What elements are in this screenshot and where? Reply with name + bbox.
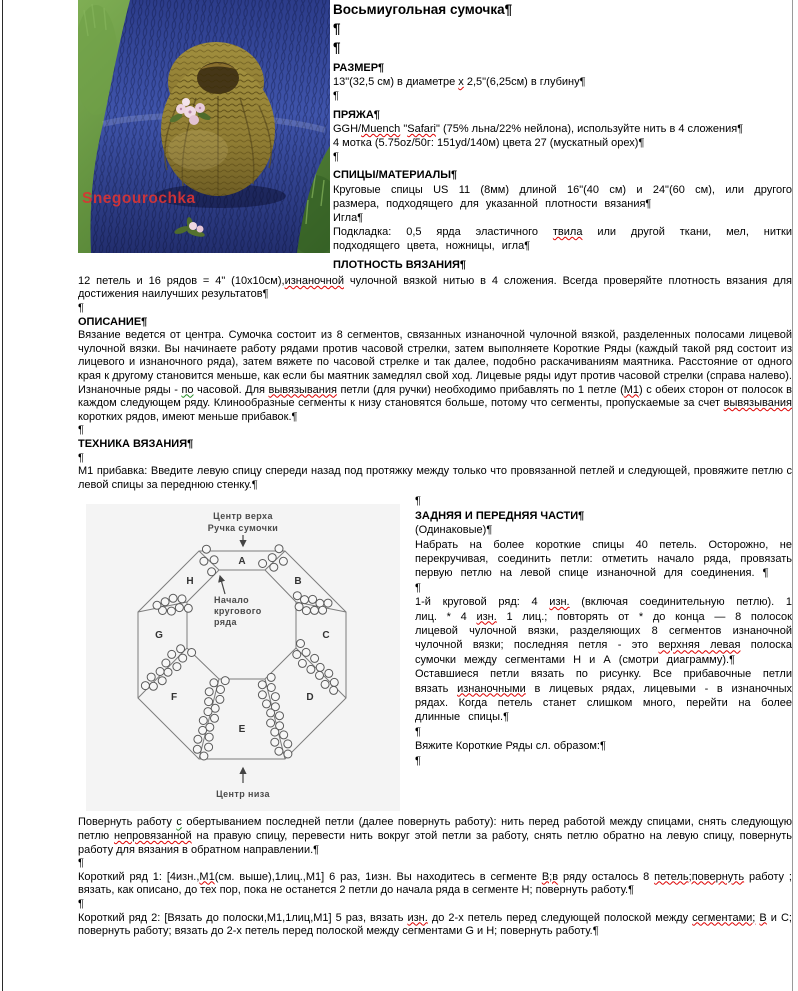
paragraph-mark: ¶ [415, 495, 421, 508]
top-center-label-2: Ручка сумочки [207, 523, 279, 534]
round-1-text: 1-й круговой ряд: 4 изн. (включая соединительную петлю). 1 лиц. * 4 изн. 1 лиц.; повторять от * до конца — 8 полосок лицевой чулочной вязки, разделяющих 8 сегментов изнаночной чулочной вязки; последняя петля - это верхняя левая полоска сумочки между сегментами Н и А (смотри диаграмму).¶ [415, 596, 792, 666]
remaining-stitches-text: Оставшиеся петли вязать по рисунку. Все прибавочные петли вязать изнаночными в лицевых рядах, лицевыми - в изнаночных рядах. Когда петель станет слишком много, перейти на более длинные спицы.¶ [415, 668, 792, 724]
heading-yarn: ПРЯЖА¶ [333, 108, 380, 121]
bottom-center-label: Центр низа [216, 789, 270, 800]
paragraph-mark: ¶ [333, 21, 341, 36]
segment-letter-a: A [238, 556, 246, 568]
octagon-diagram [86, 504, 400, 811]
middle-section [78, 494, 792, 811]
paragraph-mark: ¶ [333, 40, 341, 55]
page-boundary-left [2, 0, 3, 991]
size-text: 13"(32,5 см) в диаметре х 2,5"(6,25см) в глубину¶ [333, 76, 586, 89]
paragraph-mark: ¶ [333, 90, 339, 103]
segment-letter-d: D [306, 692, 314, 704]
m1-increase-text: М1 прибавка: Введите левую спицу спереди назад под протяжку между только что провязанной петлей и следующей, провяжите петлю с левой спицы за переднюю стенку.¶ [78, 465, 792, 491]
needle-item: Игла¶ [333, 212, 364, 225]
document-content [78, 0, 792, 939]
needles-text: Круговые спицы US 11 (8мм) длиной 16"(40 см) и 24"(60 см), или другого размера, подходящего для указанной плотности вязания¶ [333, 183, 792, 210]
paragraph-mark: ¶ [415, 725, 421, 738]
yarn-text-2: 4 мотка (5.75oz/50г: 151yd/140м) цвета 27 (мускатный орех)¶ [333, 137, 645, 150]
watermark-text: Snegourochka [82, 190, 196, 207]
paragraph-mark: ¶ [78, 857, 84, 870]
segment-letter-h: H [186, 576, 194, 588]
description-section [78, 275, 792, 493]
round-start-label-1: Начало [214, 595, 250, 606]
bag-photo [78, 0, 330, 253]
short-row-2-text: Короткий ряд 2: [Вязать до полоски,М1,1лиц,М1] 5 раз, вязать изн. до 2-х петель перед следующей полоской между сегментами; В и С; повернуть работу; вязать до 2-х петель перед полоской между сегментами G и Н; повернуть работу.¶ [78, 911, 792, 938]
segment-letter-e: E [238, 724, 246, 736]
heading-size: РАЗМЕР¶ [333, 62, 385, 74]
round-start-label-3: ряда [214, 617, 237, 628]
paragraph-mark: ¶ [78, 451, 84, 464]
front-back-column [415, 494, 792, 768]
segment-letter-g: G [155, 630, 163, 642]
intro-column [333, 0, 792, 272]
paragraph-mark: ¶ [415, 754, 421, 767]
short-rows-section [78, 816, 792, 938]
cast-on-text: Набрать на более короткие спицы 40 петель. Осторожно, не перекручивая, соединить петли: отметить начало ряда, провязать первую петлю на левой спице изнаночной для соединения. ¶ [415, 538, 792, 580]
heading-description: ОПИСАНИЕ¶ [78, 315, 148, 328]
heading-needles: СПИЦЫ/МАТЕРИАЛЫ¶ [333, 169, 458, 182]
yarn-text-1: GGH/Muench "Safari" (75% льна/22% нейлона), используйте нить в 4 сложения¶ [333, 122, 744, 135]
top-center-label-1: Центр верха [213, 511, 273, 522]
heading-front-back: ЗАДНЯЯ И ПЕРЕДНЯЯ ЧАСТИ¶ [415, 509, 585, 522]
segment-letter-c: C [322, 630, 330, 642]
segment-letter-b: B [294, 576, 302, 588]
inner-octagon [187, 570, 296, 679]
bag-photo-art [78, 0, 330, 253]
heading-technique: ТЕХНИКА ВЯЗАНИЯ¶ [78, 437, 194, 450]
lining-text: Подкладка: 0,5 ярда эластичного твила или другой ткани, мел, нитки подходящего цвета, ножницы, игла¶ [333, 226, 792, 253]
page-boundary-right [792, 0, 793, 991]
segment-letter-f: F [170, 692, 178, 704]
arrow-round-start [220, 576, 225, 594]
gauge-text: 12 петель и 16 рядов = 4" (10х10см),изнаночной чулочной вязкой нитью в 4 сложения. Всегда проверяйте плотность вязания для достижения наилучших результатов¶ [78, 274, 792, 301]
description-text: Вязание ведется от центра. Сумочка состоит из 8 сегментов, связанных изнаночной чулочной вязкой, разделенных полосами лицевой чулочной вязки. Вы начинаете работу рядами против часовой стрелки, затем выполняете Короткие Ряды (каждый такой ряд состоит из лицевого и изнаночного ряда), затем вяжете по часовой стрелке и так далее, подобно раскачиваниям маятника. Расстояние от одного края к другому становится меньше, как если бы маятник замедлял свой ход. Лицевые ряды идут против часовой стрелки (справа налево). Изнаночные ряды - по часовой. Для вывязывания петли (для ручки) необходимо прибавлять по 1 петле (М1) с обеих сторон от полосок в каждом следующем ряду. Клинообразные сегменты к низу становятся больше, потому что сегменты, пропускаемые за счет вывязывания коротких рядов, имеют меньше прибавок.¶ [78, 329, 793, 423]
document-title: Восьмиугольная сумочка¶ [333, 2, 513, 17]
wrap-turn-text: Повернуть работу с обертыванием последней петли (далее повернуть работу): нить перед работой между спицами, снять следующую петлю непровязанной на правую спицу, перевести нить вокруг этой петли за работу, снять петлю обратно на левую спицу, повернуть работу для вязания в обратном направлении.¶ [78, 816, 792, 856]
paragraph-mark: ¶ [78, 897, 84, 910]
paragraph-mark: ¶ [78, 424, 84, 437]
paragraph-mark: ¶ [333, 151, 339, 164]
top-section [78, 0, 792, 272]
heading-gauge: ПЛОТНОСТЬ ВЯЗАНИЯ¶ [333, 258, 467, 271]
paragraph-mark: ¶ [415, 581, 421, 594]
short-row-1-text: Короткий ряд 1: [4изн.,М1(см. выше),1лиц.,М1] 6 раз, 1изн. Вы находитесь в сегменте В;в ряду осталось 8 петель;повернуть работу ; вязать, как описано, до тех пор, пока не останется 2 петли до начала ряда в сегменте Н; повернуть работу.¶ [78, 870, 792, 897]
identical-note: (Одинаковые)¶ [415, 524, 493, 537]
short-rows-intro: Вяжите Короткие Ряды сл. образом:¶ [415, 740, 606, 753]
round-start-label-2: кругового [214, 606, 262, 617]
paragraph-mark: ¶ [78, 302, 84, 315]
